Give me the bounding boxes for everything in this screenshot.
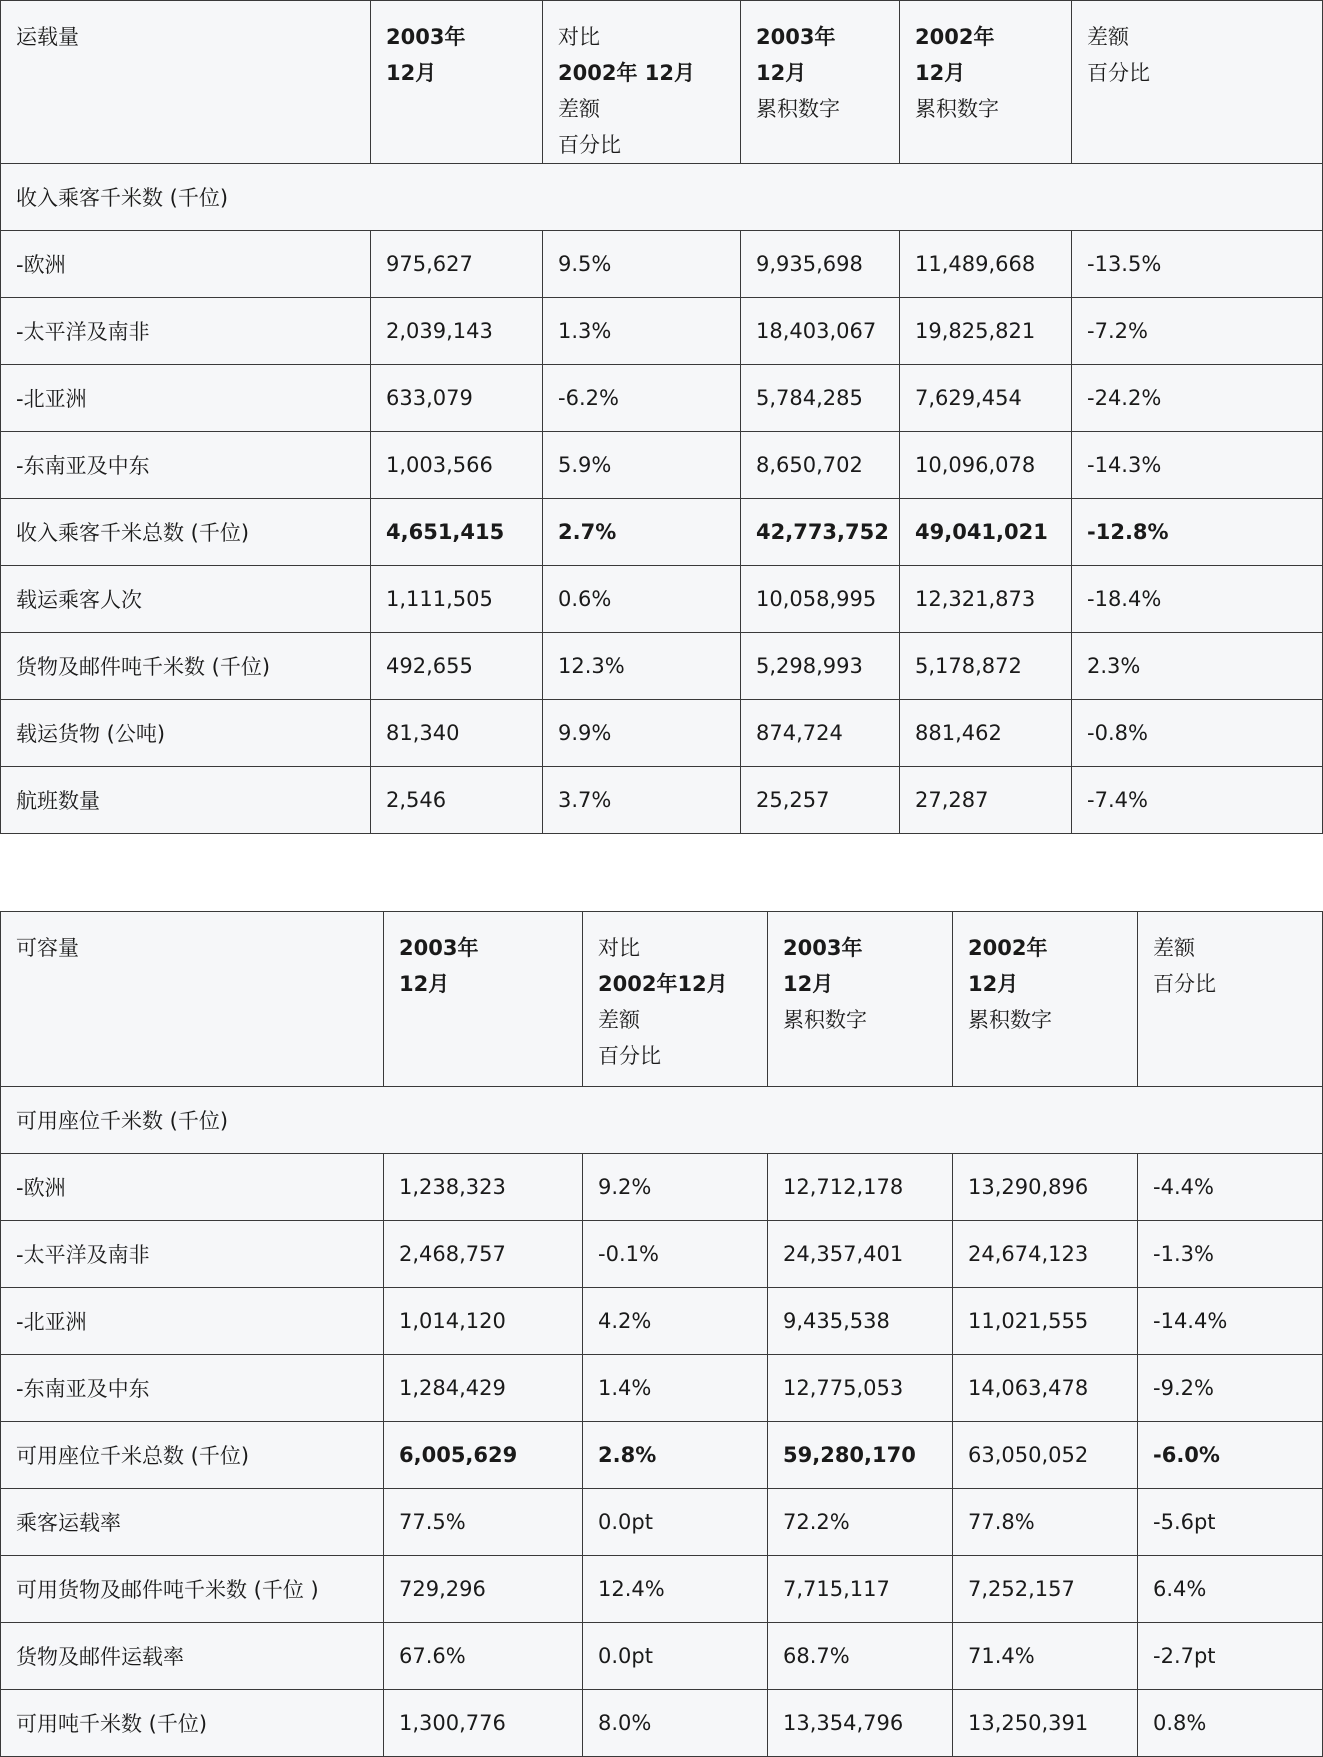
- header-line: 12月: [386, 61, 437, 85]
- header-line: 2002年12月: [598, 972, 728, 996]
- table-cell: 633,079: [371, 365, 543, 432]
- row-label: 可用座位千米总数 (千位): [1, 1422, 384, 1489]
- row-label: 载运货物 (公吨): [1, 700, 371, 767]
- header-line: 2002年: [968, 936, 1048, 960]
- table-cell: 72.2%: [768, 1489, 953, 1556]
- row-label: -北亚洲: [1, 365, 371, 432]
- table-cell: 7,252,157: [953, 1556, 1138, 1623]
- header-line: 累积数字: [915, 97, 999, 121]
- capacity-header-row: [1, 912, 1323, 1087]
- table-cell: 6.4%: [1138, 1556, 1323, 1623]
- header-cell: [768, 912, 953, 1087]
- table-cell: 975,627: [371, 231, 543, 298]
- table-cell: 24,674,123: [953, 1221, 1138, 1288]
- table-cell: -5.6pt: [1138, 1489, 1323, 1556]
- header-line: 累积数字: [756, 97, 840, 121]
- table-cell: 492,655: [371, 633, 543, 700]
- table-cell: 1,238,323: [384, 1154, 583, 1221]
- table-cell: 12,712,178: [768, 1154, 953, 1221]
- row-label: 货物及邮件吨千米数 (千位): [1, 633, 371, 700]
- header-cell: [1, 1, 371, 164]
- header-line: 差额: [558, 97, 600, 121]
- header-cell: [384, 912, 583, 1087]
- header-cell: [953, 912, 1138, 1087]
- header-cell: [741, 1, 900, 164]
- table-row: [1, 1422, 1323, 1489]
- table-cell: 0.0pt: [583, 1623, 768, 1690]
- table-cell: -14.3%: [1072, 432, 1323, 499]
- table-row: [1, 1355, 1323, 1422]
- table-cell: 49,041,021: [900, 499, 1072, 566]
- table-cell: 77.5%: [384, 1489, 583, 1556]
- header-cell: [583, 912, 768, 1087]
- table-cell: 27,287: [900, 767, 1072, 834]
- header-line: 对比: [598, 936, 640, 960]
- table-row: [1, 700, 1323, 767]
- row-label: 货物及邮件运载率: [1, 1623, 384, 1690]
- header-line: 12月: [399, 972, 450, 996]
- header-cell: [1138, 912, 1323, 1087]
- table-cell: 8,650,702: [741, 432, 900, 499]
- table-cell: 0.8%: [1138, 1690, 1323, 1757]
- header-line: 累积数字: [783, 1008, 867, 1032]
- table-row: [1, 231, 1323, 298]
- row-label: 载运乘客人次: [1, 566, 371, 633]
- table-cell: 71.4%: [953, 1623, 1138, 1690]
- table-cell: 14,063,478: [953, 1355, 1138, 1422]
- table-cell: 1,111,505: [371, 566, 543, 633]
- header-line: 2003年: [756, 25, 836, 49]
- table-cell: -18.4%: [1072, 566, 1323, 633]
- table-cell: 1,300,776: [384, 1690, 583, 1757]
- table-row: [1, 633, 1323, 700]
- table-cell: -13.5%: [1072, 231, 1323, 298]
- table-cell: 11,489,668: [900, 231, 1072, 298]
- capacity-table: [0, 911, 1323, 1757]
- header-cell: [900, 1, 1072, 164]
- table-row: [1, 432, 1323, 499]
- table-cell: 7,629,454: [900, 365, 1072, 432]
- table-cell: -6.0%: [1138, 1422, 1323, 1489]
- table-cell: -4.4%: [1138, 1154, 1323, 1221]
- table-row: [1, 1489, 1323, 1556]
- table-cell: 10,058,995: [741, 566, 900, 633]
- header-line: 百分比: [1153, 972, 1216, 996]
- header-line: 百分比: [558, 133, 621, 157]
- table-cell: 5,298,993: [741, 633, 900, 700]
- header-line: 百分比: [1087, 61, 1150, 85]
- table-row: [1, 1690, 1323, 1757]
- table-cell: 13,354,796: [768, 1690, 953, 1757]
- table-cell: 19,825,821: [900, 298, 1072, 365]
- table-cell: 81,340: [371, 700, 543, 767]
- table-cell: 13,250,391: [953, 1690, 1138, 1757]
- table-cell: 5,178,872: [900, 633, 1072, 700]
- table-row: [1, 1556, 1323, 1623]
- table-cell: 4.2%: [583, 1288, 768, 1355]
- row-label: -北亚洲: [1, 1288, 384, 1355]
- header-line: 12月: [915, 61, 966, 85]
- row-label: -欧洲: [1, 231, 371, 298]
- table-cell: 12.3%: [543, 633, 741, 700]
- row-label: -欧洲: [1, 1154, 384, 1221]
- row-label: 可用货物及邮件吨千米数 (千位 ): [1, 1556, 384, 1623]
- table-cell: 2.8%: [583, 1422, 768, 1489]
- table-cell: -1.3%: [1138, 1221, 1323, 1288]
- row-label: -东南亚及中东: [1, 1355, 384, 1422]
- table-cell: 13,290,896: [953, 1154, 1138, 1221]
- table-cell: 2.7%: [543, 499, 741, 566]
- table-cell: 729,296: [384, 1556, 583, 1623]
- table-cell: 6,005,629: [384, 1422, 583, 1489]
- table-cell: -0.1%: [583, 1221, 768, 1288]
- table-cell: 12,775,053: [768, 1355, 953, 1422]
- table-cell: 0.6%: [543, 566, 741, 633]
- row-label: 乘客运载率: [1, 1489, 384, 1556]
- table-row: [1, 1623, 1323, 1690]
- table-cell: 1,003,566: [371, 432, 543, 499]
- header-line: 12月: [756, 61, 807, 85]
- table-cell: 68.7%: [768, 1623, 953, 1690]
- header-line: 累积数字: [968, 1008, 1052, 1032]
- table-cell: 12.4%: [583, 1556, 768, 1623]
- table-cell: 18,403,067: [741, 298, 900, 365]
- section-label: 收入乘客千米数 (千位): [1, 164, 1323, 231]
- header-cell: [543, 1, 741, 164]
- header-line: 百分比: [598, 1044, 661, 1068]
- table-row: [1, 499, 1323, 566]
- table-cell: 67.6%: [384, 1623, 583, 1690]
- header-line: 2003年: [386, 25, 466, 49]
- table-cell: 12,321,873: [900, 566, 1072, 633]
- table-cell: 63,050,052: [953, 1422, 1138, 1489]
- table-cell: 24,357,401: [768, 1221, 953, 1288]
- section-row: [1, 164, 1323, 231]
- table-cell: -2.7pt: [1138, 1623, 1323, 1690]
- traffic-table: [0, 0, 1323, 834]
- table-cell: 11,021,555: [953, 1288, 1138, 1355]
- table-cell: 9.2%: [583, 1154, 768, 1221]
- table-cell: 1,284,429: [384, 1355, 583, 1422]
- row-label: 可用吨千米数 (千位): [1, 1690, 384, 1757]
- table-cell: 42,773,752: [741, 499, 900, 566]
- table-cell: -6.2%: [543, 365, 741, 432]
- table-cell: 1.4%: [583, 1355, 768, 1422]
- row-label: -东南亚及中东: [1, 432, 371, 499]
- header-line: 2002年 12月: [558, 61, 695, 85]
- header-cell: [1, 912, 384, 1087]
- header-line: 差额: [598, 1008, 640, 1032]
- table-cell: 25,257: [741, 767, 900, 834]
- table-row: [1, 767, 1323, 834]
- table-cell: 0.0pt: [583, 1489, 768, 1556]
- table-cell: 1,014,120: [384, 1288, 583, 1355]
- table-cell: 9,935,698: [741, 231, 900, 298]
- table-cell: 59,280,170: [768, 1422, 953, 1489]
- table-cell: -9.2%: [1138, 1355, 1323, 1422]
- table-cell: 5,784,285: [741, 365, 900, 432]
- header-line: 运载量: [16, 25, 79, 49]
- header-cell: [1072, 1, 1323, 164]
- table-row: [1, 298, 1323, 365]
- row-label: -太平洋及南非: [1, 1221, 384, 1288]
- row-label: -太平洋及南非: [1, 298, 371, 365]
- header-line: 可容量: [16, 936, 79, 960]
- header-line: 12月: [783, 972, 834, 996]
- table-cell: 874,724: [741, 700, 900, 767]
- table-row: [1, 1288, 1323, 1355]
- table-cell: -24.2%: [1072, 365, 1323, 432]
- header-line: 12月: [968, 972, 1019, 996]
- table-cell: 4,651,415: [371, 499, 543, 566]
- table-cell: 9,435,538: [768, 1288, 953, 1355]
- header-cell: [371, 1, 543, 164]
- table-cell: 2,039,143: [371, 298, 543, 365]
- header-line: 差额: [1153, 936, 1195, 960]
- table-cell: 9.5%: [543, 231, 741, 298]
- table-cell: -12.8%: [1072, 499, 1323, 566]
- table-cell: 1.3%: [543, 298, 741, 365]
- table-cell: 8.0%: [583, 1690, 768, 1757]
- table-cell: 9.9%: [543, 700, 741, 767]
- table-row: [1, 1221, 1323, 1288]
- table-row: [1, 1154, 1323, 1221]
- table-cell: 2.3%: [1072, 633, 1323, 700]
- table-cell: 7,715,117: [768, 1556, 953, 1623]
- table-cell: 2,546: [371, 767, 543, 834]
- table-cell: 881,462: [900, 700, 1072, 767]
- header-line: 2003年: [399, 936, 479, 960]
- table-cell: -0.8%: [1072, 700, 1323, 767]
- table-cell: 10,096,078: [900, 432, 1072, 499]
- section-label: 可用座位千米数 (千位): [1, 1087, 1323, 1154]
- table-cell: -14.4%: [1138, 1288, 1323, 1355]
- traffic-header-row: [1, 1, 1323, 164]
- table-cell: 5.9%: [543, 432, 741, 499]
- header-line: 差额: [1087, 25, 1129, 49]
- header-line: 2003年: [783, 936, 863, 960]
- table-cell: -7.4%: [1072, 767, 1323, 834]
- table-cell: 2,468,757: [384, 1221, 583, 1288]
- section-row: [1, 1087, 1323, 1154]
- table-row: [1, 365, 1323, 432]
- row-label: 收入乘客千米总数 (千位): [1, 499, 371, 566]
- table-row: [1, 566, 1323, 633]
- table-cell: -7.2%: [1072, 298, 1323, 365]
- row-label: 航班数量: [1, 767, 371, 834]
- header-line: 对比: [558, 25, 600, 49]
- table-cell: 77.8%: [953, 1489, 1138, 1556]
- table-cell: 3.7%: [543, 767, 741, 834]
- header-line: 2002年: [915, 25, 995, 49]
